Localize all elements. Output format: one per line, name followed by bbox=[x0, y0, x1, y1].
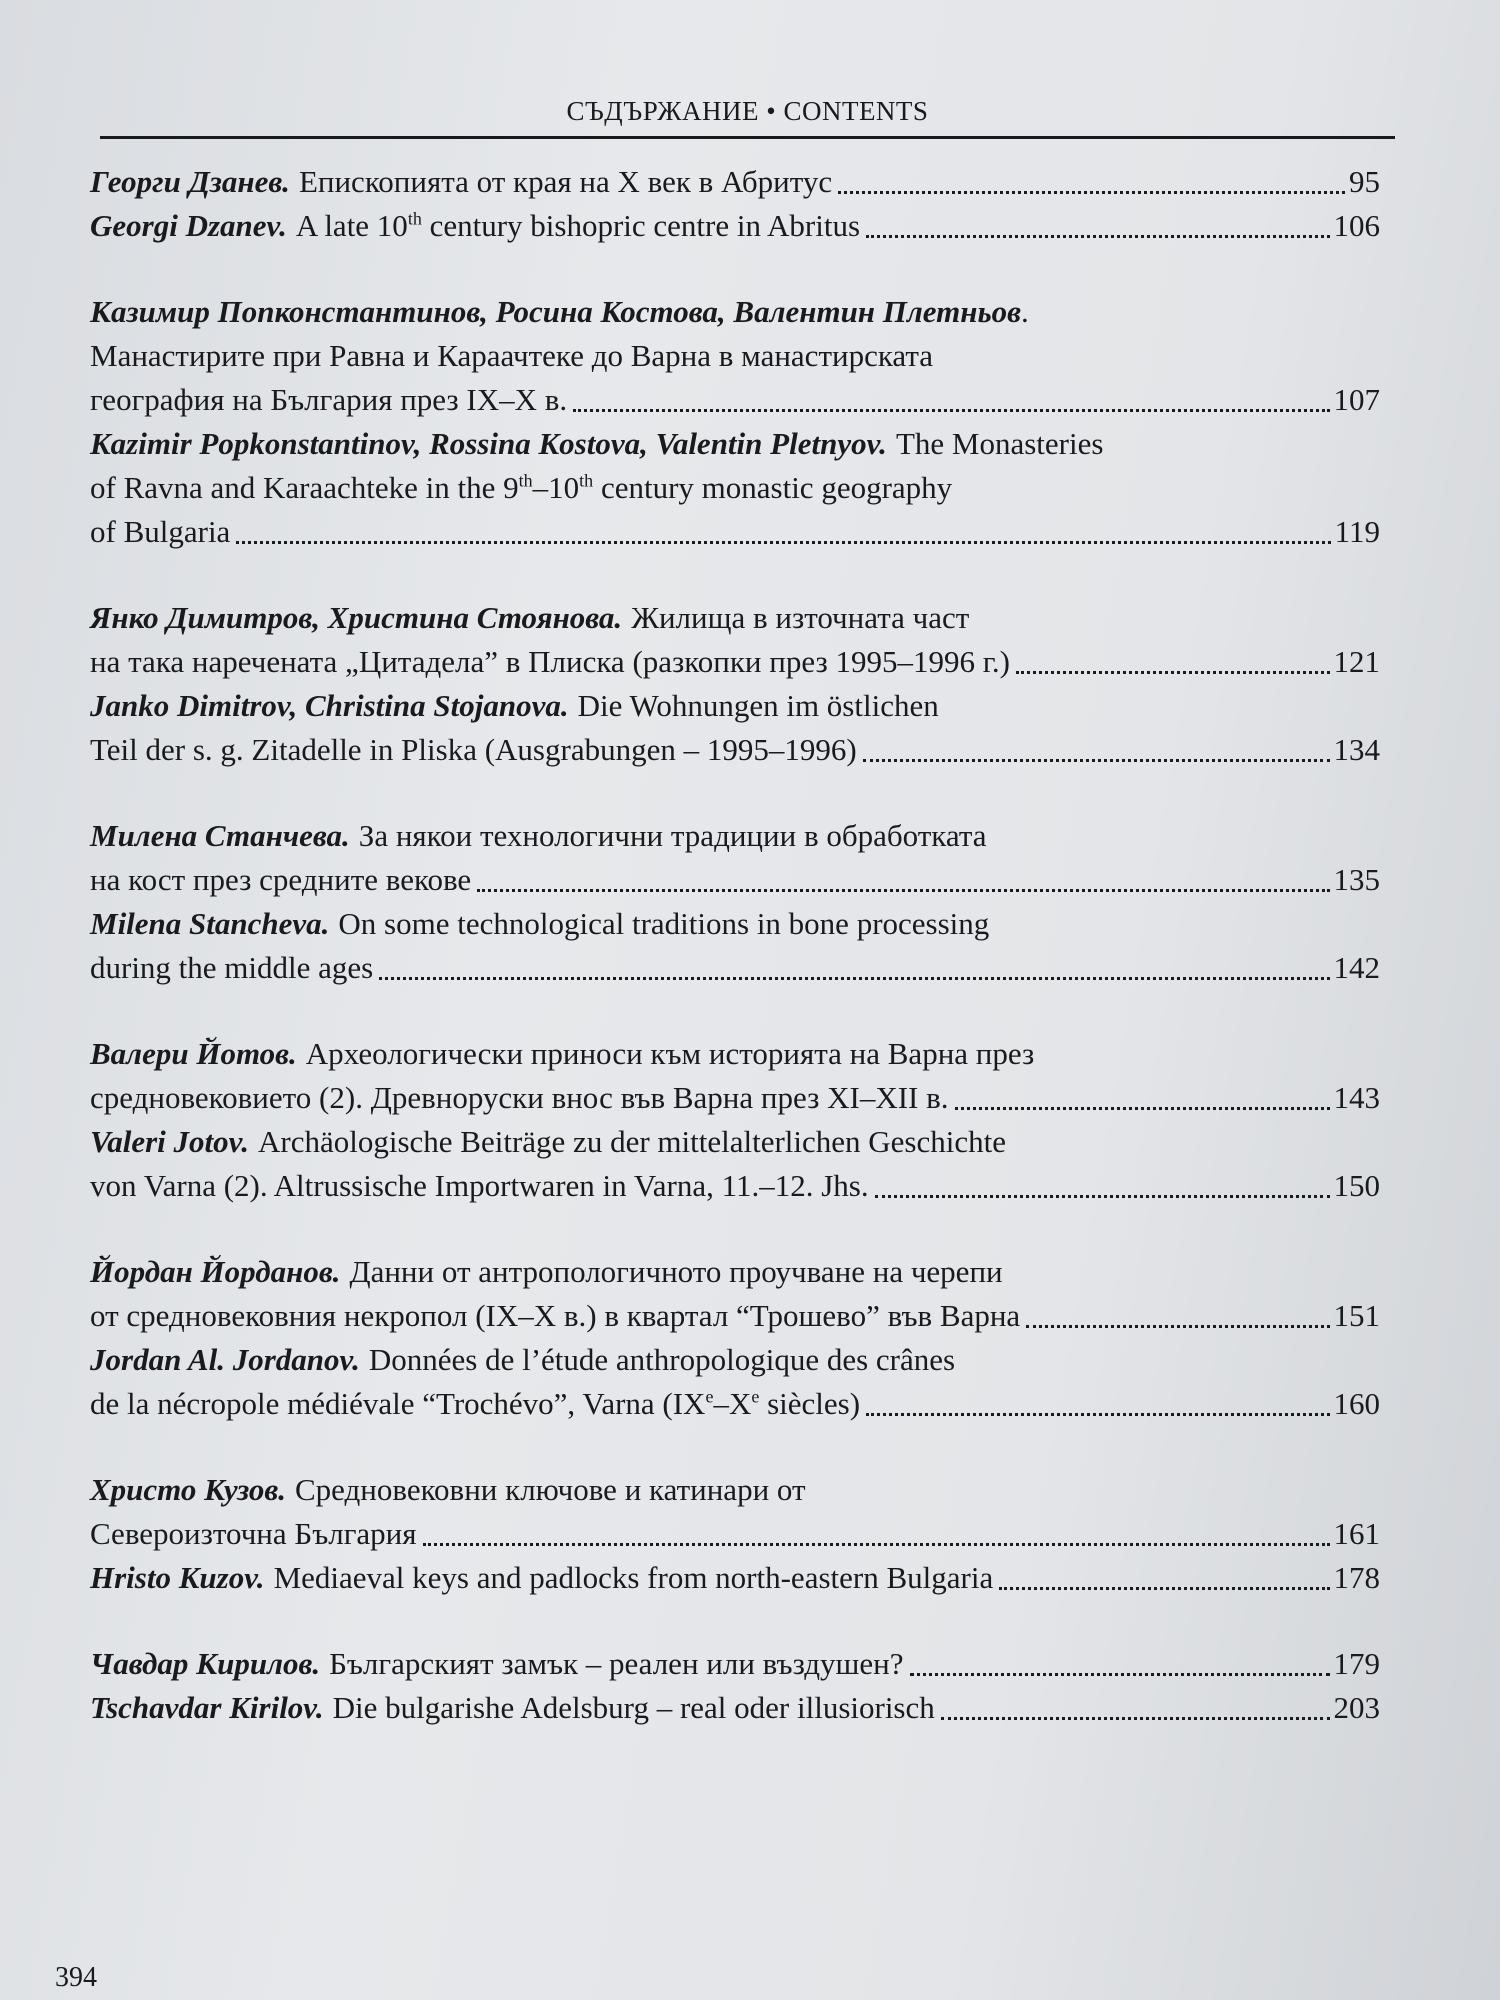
entry-title: de la nécropole médiévale “Trochévo”, Varna (IXe–Xe siècles) bbox=[90, 1386, 861, 1421]
dot-leader bbox=[236, 540, 1330, 544]
toc-line[interactable] bbox=[90, 1076, 1380, 1120]
toc-line bbox=[90, 1120, 1380, 1164]
entry-title: от средновековния некропол (IX–X в.) в квартал “Трошево” във Варна bbox=[90, 1298, 1021, 1333]
entry-author: Jordan Al. Jordanov. bbox=[90, 1342, 360, 1377]
entry-page-number: 135 bbox=[1333, 862, 1380, 897]
toc-line bbox=[90, 1338, 1380, 1382]
toc-line[interactable] bbox=[90, 510, 1380, 554]
toc-line[interactable] bbox=[90, 160, 1380, 204]
entry-author: Georgi Dzanev. bbox=[90, 208, 287, 243]
toc-line[interactable] bbox=[90, 204, 1380, 248]
dot-leader bbox=[379, 976, 1329, 980]
entry-title: средновековието (2). Древноруски внос във Варна през XI–XII в. bbox=[90, 1080, 949, 1115]
toc-line bbox=[90, 334, 1380, 378]
dot-leader bbox=[941, 1716, 1330, 1720]
toc-line[interactable] bbox=[90, 1686, 1380, 1730]
entry-author: Йордан Йорданов. bbox=[90, 1254, 341, 1289]
running-head: СЪДЪРЖАНИЕ • CONTENTS bbox=[566, 96, 929, 126]
dot-leader bbox=[1026, 1324, 1329, 1328]
toc-entry-dzanev bbox=[90, 160, 1380, 248]
entry-author: Милена Станчева. bbox=[90, 818, 350, 853]
entry-title: Жилища в източната част bbox=[631, 600, 970, 635]
entry-title: За някои технологични традиции в обработката bbox=[358, 818, 987, 853]
entry-author: Milena Stancheva. bbox=[90, 906, 330, 941]
entry-page-number: 119 bbox=[1334, 514, 1380, 549]
toc-line bbox=[90, 684, 1380, 728]
entry-title: Археологически приноси към историята на Варна през bbox=[305, 1036, 1035, 1071]
entry-page-number: 179 bbox=[1333, 1646, 1380, 1681]
toc-line[interactable] bbox=[90, 1382, 1380, 1426]
entry-title: Манастирите при Равна и Караачтеке до Варна в манастирската bbox=[90, 338, 934, 373]
toc-line bbox=[90, 596, 1380, 640]
entry-page-number: 121 bbox=[1333, 644, 1380, 679]
toc-line[interactable] bbox=[90, 1556, 1380, 1600]
entry-authors: Kazimir Popkonstantinov, Rossina Kostova, Valentin Pletnyov. bbox=[90, 426, 887, 461]
entry-page-number: 150 bbox=[1333, 1168, 1380, 1203]
entry-authors-period: . bbox=[1020, 294, 1029, 329]
dot-leader bbox=[477, 888, 1329, 892]
entry-authors: Janko Dimitrov, Christina Stojanova. bbox=[90, 688, 569, 723]
entry-authors: Янко Димитров, Христина Стоянова. bbox=[90, 600, 623, 635]
dot-leader bbox=[863, 758, 1330, 762]
dot-leader bbox=[423, 1542, 1330, 1546]
toc-line[interactable] bbox=[90, 1294, 1380, 1338]
entry-page-number: 107 bbox=[1333, 382, 1380, 417]
toc-line[interactable] bbox=[90, 1642, 1380, 1686]
entry-title: география на България през IX–X в. bbox=[90, 382, 568, 417]
entry-authors: Казимир Попконстантинов, Росина Костова, Валентин Плетньов bbox=[90, 294, 1021, 329]
entry-title: Българският замък – реален или въздушен? bbox=[329, 1646, 904, 1681]
toc-line[interactable] bbox=[90, 1512, 1380, 1556]
dot-leader bbox=[955, 1106, 1330, 1110]
toc-line bbox=[90, 422, 1380, 466]
toc-entry-kirilov bbox=[90, 1642, 1380, 1730]
toc-line bbox=[90, 290, 1380, 334]
toc-line[interactable] bbox=[90, 858, 1380, 902]
toc-line[interactable] bbox=[90, 728, 1380, 772]
table-of-contents bbox=[90, 160, 1380, 1772]
entry-author: Валери Йотов. bbox=[90, 1036, 297, 1071]
dot-leader bbox=[910, 1672, 1330, 1676]
entry-page-number: 143 bbox=[1333, 1080, 1380, 1115]
entry-title: на кост през средните векове bbox=[90, 862, 472, 897]
entry-page-number: 95 bbox=[1349, 164, 1380, 199]
dot-leader bbox=[866, 234, 1329, 238]
entry-title: на така наречената „Цитадела” в Плиска (разкопки през 1995–1996 г.) bbox=[90, 644, 1011, 679]
entry-title: A late 10th century bishopric centre in Abritus bbox=[295, 208, 861, 243]
entry-page-number: 142 bbox=[1333, 950, 1380, 985]
entry-author: Valeri Jotov. bbox=[90, 1124, 250, 1159]
dot-leader bbox=[999, 1586, 1329, 1590]
entry-title: of Bulgaria bbox=[90, 514, 231, 549]
entry-title: Données de l’étude anthropologique des crânes bbox=[368, 1342, 956, 1377]
entry-title: of Ravna and Karaachteke in the 9th–10th century monastic geography bbox=[90, 470, 953, 505]
entry-author: Чавдар Кирилов. bbox=[90, 1646, 321, 1681]
entry-title: during the middle ages bbox=[90, 950, 374, 985]
toc-line[interactable] bbox=[90, 640, 1380, 684]
toc-line[interactable] bbox=[90, 1164, 1380, 1208]
toc-line bbox=[90, 1032, 1380, 1076]
entry-title: Mediaeval keys and padlocks from north-eastern Bulgaria bbox=[273, 1560, 994, 1595]
entry-title: Archäologische Beiträge zu der mittelalterlichen Geschichte bbox=[258, 1124, 1006, 1159]
entry-title: On some technological traditions in bone processing bbox=[338, 906, 990, 941]
toc-line bbox=[90, 814, 1380, 858]
entry-page-number: 160 bbox=[1333, 1386, 1380, 1421]
entry-page-number: 178 bbox=[1333, 1560, 1380, 1595]
entry-title: von Varna (2). Altrussische Importwaren in Varna, 11.–12. Jhs. bbox=[90, 1168, 869, 1203]
toc-line bbox=[90, 466, 1380, 510]
dot-leader bbox=[866, 1412, 1329, 1416]
toc-line bbox=[90, 1468, 1380, 1512]
toc-line bbox=[90, 902, 1380, 946]
entry-title: Данни от антропологичното проучване на черепи bbox=[349, 1254, 1003, 1289]
page-number: 394 bbox=[55, 1962, 97, 1993]
entry-page-number: 161 bbox=[1333, 1516, 1380, 1551]
toc-entry-popkonstantinov bbox=[90, 290, 1380, 554]
entry-title: Teil der s. g. Zitadelle in Pliska (Ausgrabungen – 1995–1996) bbox=[90, 732, 857, 767]
toc-entry-kuzov bbox=[90, 1468, 1380, 1600]
entry-page-number: 151 bbox=[1333, 1298, 1380, 1333]
dot-leader bbox=[1016, 670, 1329, 674]
entry-page-number: 106 bbox=[1333, 208, 1380, 243]
entry-page-number: 203 bbox=[1333, 1690, 1380, 1725]
dot-leader bbox=[838, 190, 1345, 194]
entry-author: Tschavdar Kirilov. bbox=[90, 1690, 324, 1725]
entry-title: The Monasteries bbox=[895, 426, 1104, 461]
entry-page-number: 134 bbox=[1333, 732, 1380, 767]
dot-leader bbox=[875, 1194, 1330, 1198]
entry-title: Североизточна България bbox=[90, 1516, 417, 1551]
entry-title: Епископията от края на X век в Абритус bbox=[298, 164, 833, 199]
entry-author: Христо Кузов. bbox=[90, 1472, 286, 1507]
dot-leader bbox=[573, 408, 1329, 412]
entry-title: Die Wohnungen im östlichen bbox=[577, 688, 939, 723]
entry-title: Средновековни ключове и катинари от bbox=[294, 1472, 806, 1507]
entry-author: Hristo Kuzov. bbox=[90, 1560, 265, 1595]
entry-title: Die bulgarishe Adelsburg – real oder illusiorisch bbox=[332, 1690, 935, 1725]
toc-entry-dimitrov bbox=[90, 596, 1380, 772]
toc-line bbox=[90, 1250, 1380, 1294]
toc-entry-jordanov bbox=[90, 1250, 1380, 1426]
toc-line[interactable] bbox=[90, 378, 1380, 422]
toc-line[interactable] bbox=[90, 946, 1380, 990]
entry-author: Георги Дзанев. bbox=[90, 164, 290, 199]
header-rule bbox=[100, 136, 1395, 139]
toc-entry-stancheva bbox=[90, 814, 1380, 990]
toc-entry-jotov bbox=[90, 1032, 1380, 1208]
